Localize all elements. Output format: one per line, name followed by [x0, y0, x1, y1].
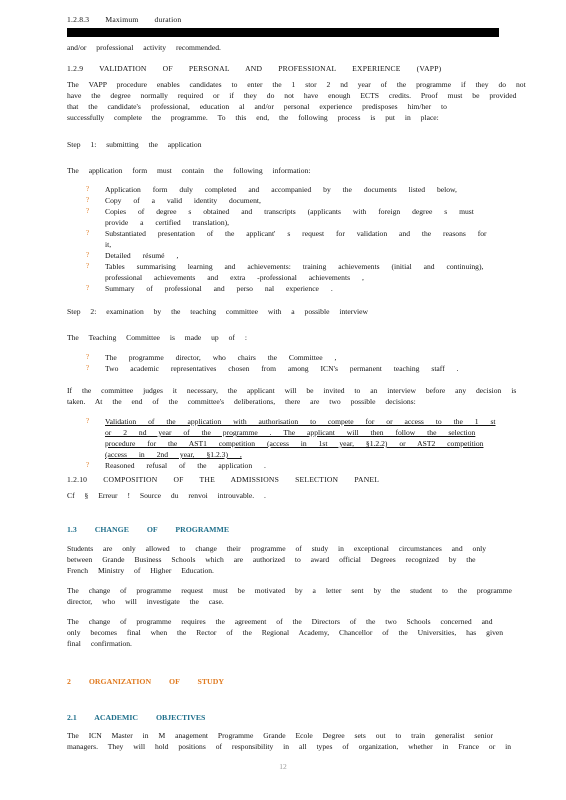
bullet-icon: ? — [86, 196, 90, 204]
bullet-icon: ? — [86, 251, 90, 259]
decisions-list — [86, 416, 500, 471]
section-heading-2-1: 2.1 ACADEMIC OBJECTIVES — [67, 713, 206, 722]
paragraph-line: successfully complete the programme. To this end, the following process is put in place: — [67, 113, 439, 122]
step-1-heading: Step 1: submitting the application — [67, 140, 202, 149]
list-item-text: Application form duly completed and accompanied by the documents listed below, — [105, 185, 457, 194]
form-intro-text: The application form must contain the following information: — [67, 166, 311, 175]
list-item — [86, 261, 500, 283]
list-item-text: Copies of degree s obtained and transcripts (applicants with foreign degree s must provide a certified translation), — [105, 207, 474, 227]
bullet-icon: ? — [86, 185, 90, 193]
section-heading-1-2-8-3: 1.2.8.3 Maximum duration — [67, 15, 182, 24]
section-heading-1-2-9: 1.2.9 VALIDATION OF PERSONAL AND PROFESSIONAL EXPERIENCE (VAPP) — [67, 64, 442, 73]
paragraph-line: managers. They will hold positions of responsibility in all types of organization, whether in France or in — [67, 742, 512, 751]
paragraph-text: Cf § Erreur ! Source du renvoi introuvable. . — [67, 491, 266, 500]
list-item — [86, 184, 500, 195]
list-item — [86, 206, 500, 228]
list-item-text: Reasoned refusal of the application . — [105, 461, 266, 470]
bullet-icon: ? — [86, 229, 90, 237]
committee-members-list — [86, 352, 500, 374]
bullet-icon: ? — [86, 262, 90, 270]
paragraph-line: The ICN Master in M anagement Programme Grande Ecole Degree sets out to train generalist senior — [67, 731, 493, 740]
paragraph-line: The change of programme request must be motivated by a letter sent by the student to the programme — [67, 586, 512, 595]
paragraph-line: French Ministry of Higher Education. — [67, 566, 214, 575]
bullet-icon: ? — [86, 461, 90, 469]
section-heading-1-3: 1.3 CHANGE OF PROGRAMME — [67, 525, 230, 534]
list-item — [86, 195, 500, 206]
list-item — [86, 283, 500, 294]
paragraph-line: have the degree normally required or if they do not have enough ECTS credits. Proof must be provided — [67, 91, 517, 100]
paragraph-line: that the candidate's professional, education al and/or personal experience predisposes him/her to — [67, 102, 447, 111]
list-item-text: Validation of the application with authorisation to compete for or access to the 1 st or 2 nd year of the programme . The applicant will then follow the selection procedure for the AST1 competition (access in 1st year, §1.2.2) or AST2 competition (access in 2nd year, §1.2.3) , — [105, 417, 496, 459]
redaction-bar — [67, 28, 499, 37]
paragraph-line: The VAPP procedure enables candidates to enter the 1 stor 2 nd year of the programme if they do not — [67, 80, 526, 89]
section-heading-2: 2 ORGANIZATION OF STUDY — [67, 677, 224, 686]
paragraph-line: only becomes final when the Rector of the Regional Academy, Chancellor of the Universities, has given — [67, 628, 504, 637]
list-item — [86, 460, 500, 471]
paragraph-line: between Grande Business Schools which are authorized to award official Degrees recognized by the — [67, 555, 476, 564]
bullet-icon: ? — [86, 364, 90, 372]
list-item-text: Detailed résumé , — [105, 251, 179, 260]
bullet-icon: ? — [86, 207, 90, 215]
paragraph-line: director, who will investigate the case. — [67, 597, 224, 606]
list-item-text: Substantiated presentation of the applicant' s request for validation and the reasons for it, — [105, 229, 487, 249]
list-item — [86, 416, 500, 460]
list-item-text: Tables summarising learning and achievements: training achievements (initial and continuing), professional achievements and extra -professional achievements , — [105, 262, 484, 282]
paragraph-line: final confirmation. — [67, 639, 132, 648]
bullet-icon: ? — [86, 353, 90, 361]
list-item — [86, 250, 500, 261]
list-item — [86, 352, 500, 363]
section-heading-1-2-10: 1.2.10 COMPOSITION OF THE ADMISSIONS SELECTION PANEL — [67, 475, 380, 484]
committee-intro-text: The Teaching Committee is made up of : — [67, 333, 247, 342]
step-2-heading: Step 2: examination by the teaching committee with a possible interview — [67, 307, 369, 316]
paragraph-line: The change of programme requires the agreement of the Directors of the two Schools concerned and — [67, 617, 493, 626]
list-item-text: The programme director, who chairs the Committee , — [105, 353, 337, 362]
paragraph-line: taken. At the end of the committee's deliberations, there are two possible decisions: — [67, 397, 416, 406]
paragraph-text: and/or professional activity recommended. — [67, 43, 221, 52]
form-requirements-list — [86, 184, 500, 294]
bullet-icon: ? — [86, 284, 90, 292]
paragraph-line: Students are only allowed to change their programme of study in exceptional circumstances and only — [67, 544, 487, 553]
list-item-text: Summary of professional and perso nal experience . — [105, 284, 333, 293]
paragraph-line: If the committee judges it necessary, the applicant will be invited to an interview before any decision is — [67, 386, 517, 395]
list-item — [86, 363, 500, 374]
page-number: 12 — [279, 762, 287, 771]
bullet-icon: ? — [86, 417, 90, 425]
list-item — [86, 228, 500, 250]
list-item-text: Copy of a valid identity document, — [105, 196, 261, 205]
list-item-text: Two academic representatives chosen from among ICN's permanent teaching staff . — [105, 364, 459, 373]
